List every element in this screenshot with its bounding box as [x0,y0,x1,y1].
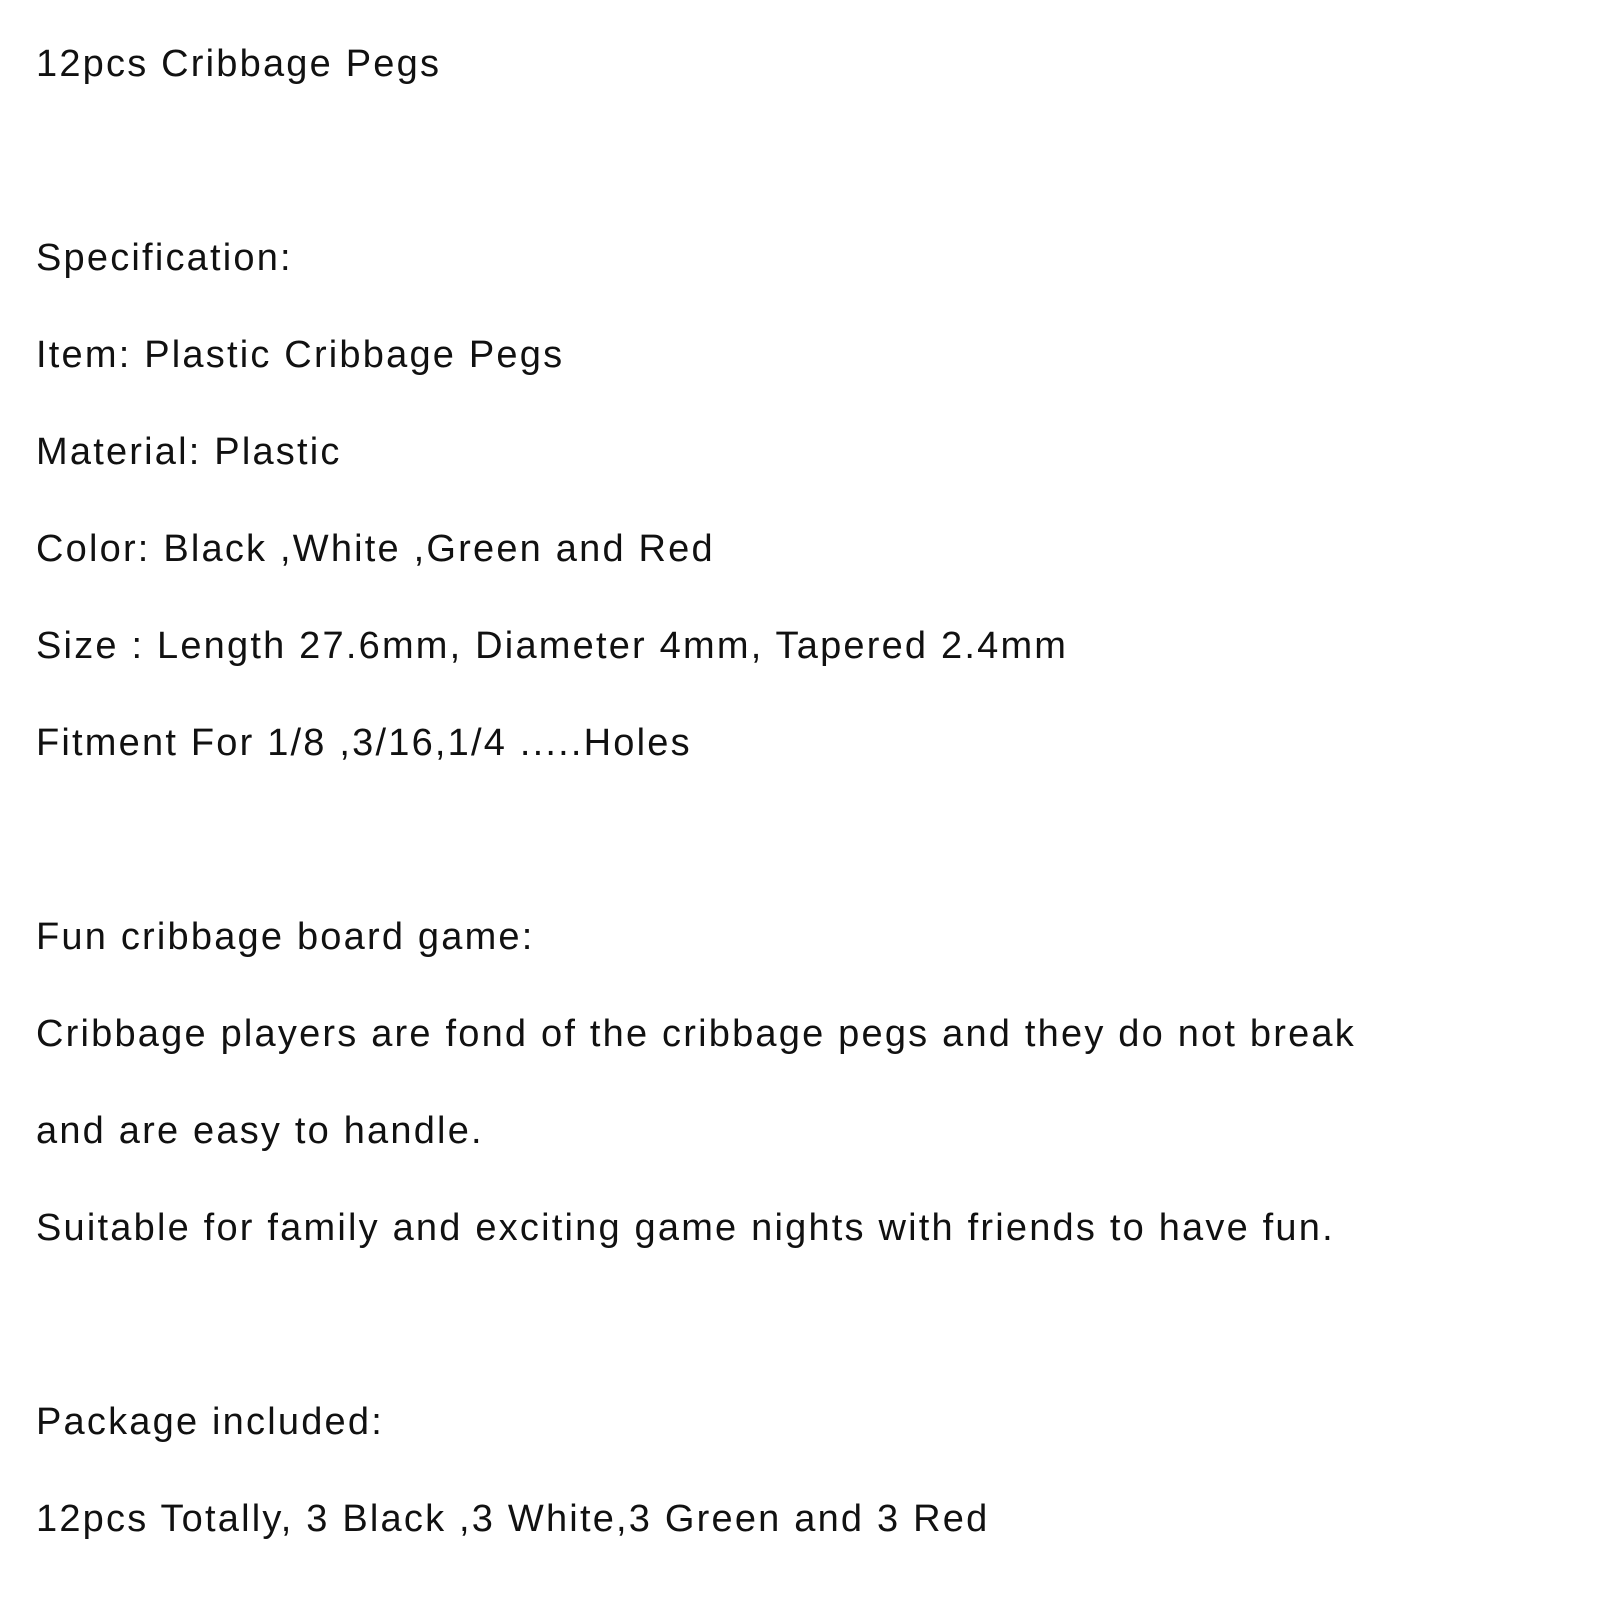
spec-fitment: Fitment For 1/8 ,3/16,1/4 .....Holes [36,722,692,764]
fun-description-line: Suitable for family and exciting game nights with friends to have fun. [36,1207,1335,1249]
product-title: 12pcs Cribbage Pegs [36,43,442,85]
spec-color: Color: Black ,White ,Green and Red [36,528,715,570]
fun-description-line: Cribbage players are fond of the cribbage pegs and they do not break [36,1013,1356,1055]
package-contents: 12pcs Totally, 3 Black ,3 White,3 Green and 3 Red [36,1498,990,1540]
fun-section-heading: Fun cribbage board game: [36,916,535,958]
spec-item: Item: Plastic Cribbage Pegs [36,334,565,376]
fun-description-line: and are easy to handle. [36,1110,484,1152]
specification-heading: Specification: [36,237,293,279]
spec-size: Size : Length 27.6mm, Diameter 4mm, Tapered 2.4mm [36,625,1069,667]
spec-material: Material: Plastic [36,431,342,473]
package-heading: Package included: [36,1401,384,1443]
